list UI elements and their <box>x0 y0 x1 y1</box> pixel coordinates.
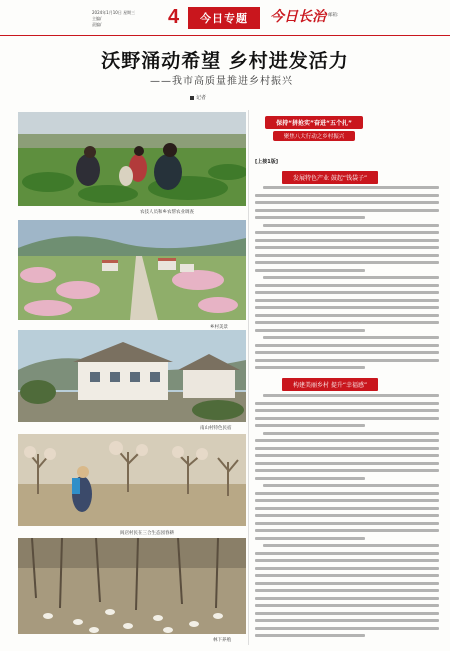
continued-tag: [上接1版] <box>255 159 279 165</box>
photo-farmers-field <box>18 112 246 206</box>
caption-3: 南山村特色民宿 <box>200 426 232 431</box>
editor-line: 邮箱: <box>328 13 339 18</box>
article-body-1 <box>255 186 439 374</box>
caption-5: 林下养殖 <box>213 638 231 643</box>
photo-forest-poultry <box>18 538 246 634</box>
section-title-industry: 发展特色产业 鼓起“钱袋子” <box>282 171 378 184</box>
photo-orchard-spraying <box>18 434 246 526</box>
masthead-meta <box>92 10 172 28</box>
page-subheadline: ——我市高质量推进乡村振兴 <box>150 76 293 87</box>
banner-line-1: 保持“拼抢实”奋进“五个扎” <box>265 116 363 129</box>
byline <box>190 94 390 101</box>
photo-homestay <box>18 330 246 422</box>
photo-village-aerial <box>18 220 246 320</box>
column-divider <box>248 110 249 645</box>
page-number: 4 <box>168 6 180 28</box>
article-body-2 <box>255 394 439 642</box>
section-title-box: 今日专题 <box>188 7 260 29</box>
page-headline: 沃野涌动希望 乡村进发活力 <box>101 50 349 72</box>
byline-text: 记者 <box>196 95 207 101</box>
campaign-banner <box>265 116 363 141</box>
newspaper-logo: 今日长治 <box>270 9 326 25</box>
banner-line-2: 聚焦八大行动之乡村振兴 <box>273 131 355 141</box>
byline-square-icon <box>190 96 194 100</box>
section-title-village: 构建美丽乡村 提升“幸福感” <box>282 378 378 391</box>
meta-line: 2024年1月10日 星期三 <box>92 10 136 15</box>
caption-1: 农技人员和乡农帮农业调查 <box>140 210 194 215</box>
caption-4: 闾店村民在三合生态园春耕 <box>120 531 174 536</box>
masthead <box>0 0 450 36</box>
caption-2: 乡村美景 <box>210 325 228 330</box>
meta-line: 主编/ <box>92 16 102 21</box>
meta-line: 责编/ <box>92 22 102 27</box>
